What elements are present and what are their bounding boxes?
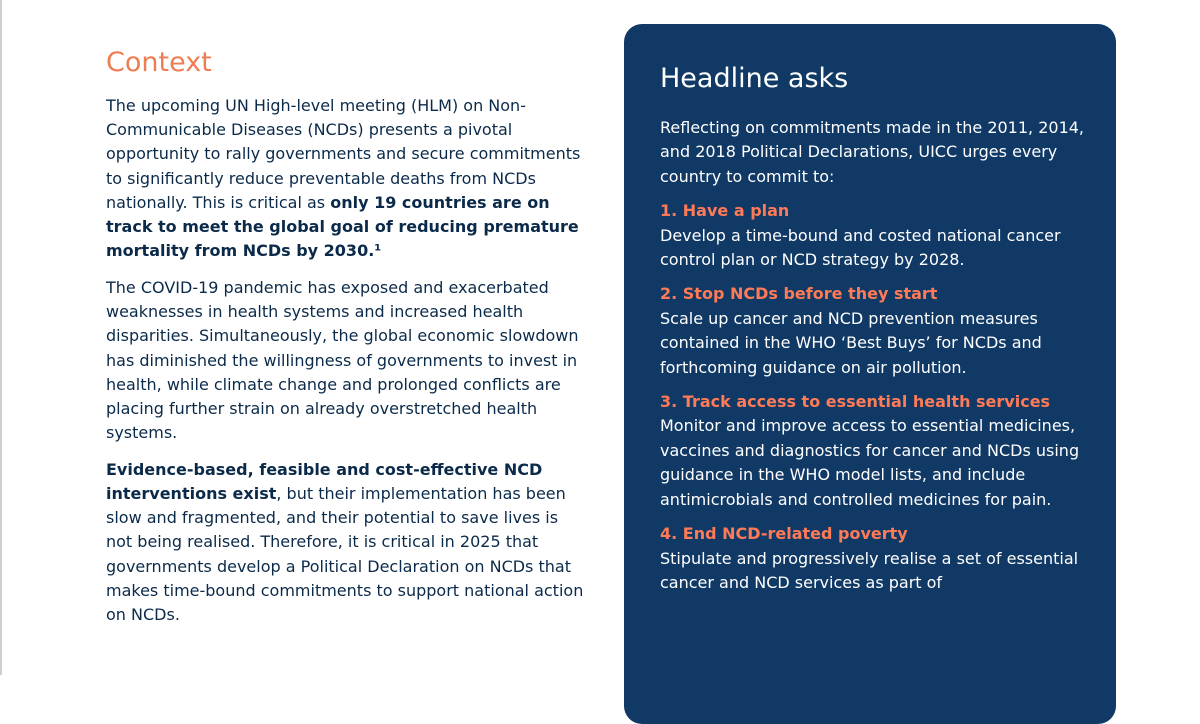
context-title: Context: [106, 47, 212, 78]
ask-body-2: Scale up cancer and NCD prevention measures contained in the WHO ‘Best Buys’ for NCDs and forthcoming guidance on air pollution.: [660, 308, 1042, 377]
context-paragraph-2: The COVID-19 pandemic has exposed and exacerbated weaknesses in health systems and increased health disparities. Simultaneously, the global economic slowdown has diminished the willingness of governments to invest in health, while climate change and prolonged conflicts are placing further strain on already overstretched health systems.: [106, 277, 579, 443]
ask-heading-3: 3. Track access to essential health services: [660, 392, 1051, 412]
context-paragraph-3: [106, 458, 584, 627]
context-paragraph-1: [106, 94, 584, 263]
ask-heading-4: 4. End NCD-related poverty: [660, 524, 908, 544]
ask-item-3: [660, 390, 1090, 512]
page-edge-rule: [0, 0, 2, 675]
context-paragraph-3-emphasis: Evidence-based, feasible and cost-effective NCD interventions exist: [106, 459, 543, 504]
headline-intro: Reflecting on commitments made in the 2011, 2014, and 2018 Political Declarations, UICC urges every country to commit to:: [660, 118, 1085, 186]
context-section: [106, 46, 584, 640]
headline-asks-title: Headline asks: [660, 63, 849, 94]
ask-heading-2: 2. Stop NCDs before they start: [660, 284, 938, 304]
ask-heading-1: 1. Have a plan: [660, 201, 790, 221]
ask-body-4: Stipulate and progressively realise a set of essential cancer and NCD services as part of: [660, 548, 1079, 592]
ask-body-1: Develop a time-bound and costed national cancer control plan or NCD strategy by 2028.: [660, 225, 1061, 270]
ask-item-2: [660, 282, 1090, 380]
ask-item-1: [660, 199, 1090, 272]
ask-body-3: Monitor and improve access to essential medicines, vaccines and diagnostics for cancer and NCDs using guidance in the WHO model lists, and include antimicrobials and controlled medicines for pain.: [660, 416, 1080, 509]
context-paragraph-1-emphasis: only 19 countries are on track to meet the global goal of reducing premature mortality from NCDs by 2030.¹: [106, 192, 579, 261]
headline-asks-content: [660, 62, 1090, 605]
ask-item-4: [660, 522, 1090, 595]
context-paragraph-1-lead: The upcoming UN High-level meeting (HLM) on Non-Communicable Diseases (NCDs) presents a pivotal opportunity to rally governments and secure commitments to significantly reduce preventable deaths from NCDs nationally. This is critical as: [106, 96, 581, 212]
headline-asks-panel: [624, 24, 1116, 724]
context-paragraph-3-tail: , but their implementation has been slow and fragmented, and their potential to save lives is not being realised. Therefore, it is critical in 2025 that governments develop a Political Declaration on NCDs that makes time-bound commitments to support national action on NCDs.: [106, 484, 584, 625]
